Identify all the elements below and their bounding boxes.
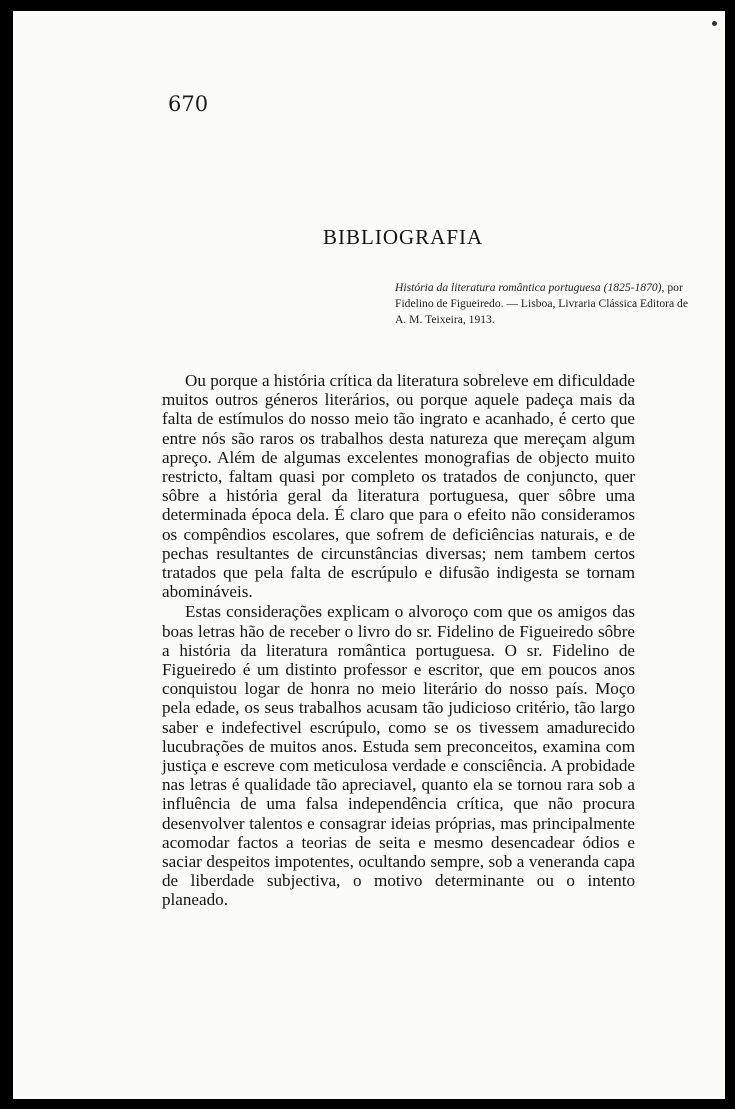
paragraph-1: Ou porque a história crítica da literatura sobreleve em dificuldade muitos outros géneros literários, ou porque aquele padeça mais da falta de estímulos do nosso meio tão ingrato e acanhado, é certo que entre nós são raros os trabalhos desta natureza que mereçam algum apreço. Além de algumas excelentes monografias de objecto muito restricto, faltam quasi por completo os tratados de conjuncto, quer sôbre a história geral da literatura portuguesa, quer sôbre uma determinada época dela. É claro que para o efeito não consideramos os compêndios escolares, que sofrem de deficiências naturais, e de pechas resultantes de circunstâncias diversas; nem tambem certos tratados que pela falta de escrúpulo e difusão indigesta se tornam abomináveis. — [162, 371, 635, 602]
page-number: 670 — [168, 92, 209, 116]
review-body — [162, 371, 635, 910]
bibliographic-reference — [395, 280, 695, 328]
paragraph-2: Estas considerações explicam o alvoroço com que os amigos das boas letras hão de receber o livro do sr. Fidelino de Figueiredo sôbre a história da literatura romântica portuguesa. O sr. Fidelino de Figueiredo é um distinto professor e escritor, que em poucos anos conquistou logar de honra no meio literário do nosso país. Moço pela edade, os seus trabalhos acusam tão judicioso critério, tão largo saber e indefectivel escrúpulo, como se os tivessem amadurecido lucubrações de muitos anos. Estuda sem preconceitos, examina com justiça e escreve com meticulosa verdade e consciência. A probidade nas letras é qualidade tão apreciavel, quanto ela se tornou rara sob a influência de uma falsa independência crítica, que não procura desenvolver talentos e consagrar ideias próprias, mas principalmente acomodar factos a teorias de seita e mesmo desencadear ódios e saciar despeitos impotentes, ocultando sempre, sob a veneranda capa de liberdade subjectiva, o motivo determinante ou o intento planeado. — [162, 602, 635, 910]
document-page — [13, 11, 725, 1099]
page-title: BIBLIOGRAFIA — [323, 225, 484, 249]
ink-spot — [712, 21, 717, 26]
reference-book-title: História da literatura romântica portuguesa (1825-1870), — [395, 281, 665, 294]
reference-details: por Fidelino de Figueiredo. — Lisboa, Livraria Clássica Editora de A. M. Teixeira, 1913. — [395, 281, 688, 326]
